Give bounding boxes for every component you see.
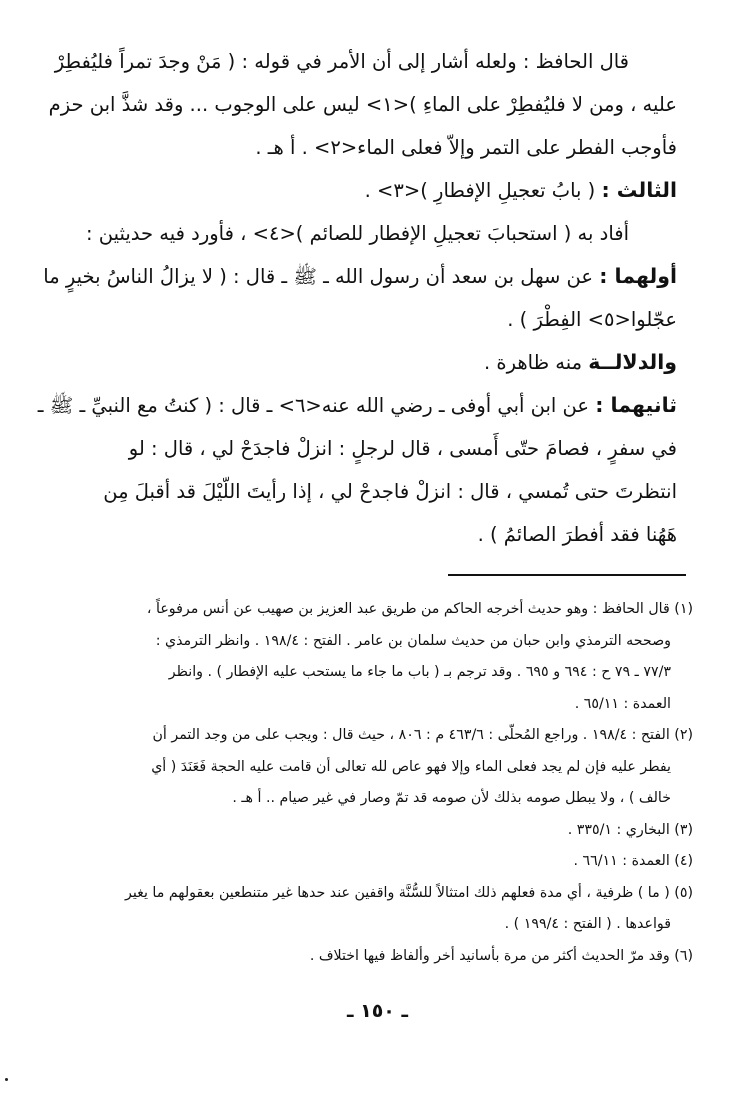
first-hadith-line-2: عجّلوا<٥> الفِطْرَ ) .	[507, 308, 677, 331]
footnote-5-line-1: (٥) ( ما ) ظرفية ، أي مدة فعلهم ذلك امتثالاً للسُّنَّة واقفين عند حدها غير متنطعين بعقولهم ما يغير	[125, 884, 693, 901]
footnote-3: (٣) البخاري : ٣٣٥/١ .	[567, 821, 693, 838]
paragraph-1-line-2: عليه ، ومن لا فليُفطِرْ على الماءِ )<١> ليس على الوجوب ... وقد شذَّ ابن حزم	[48, 93, 677, 116]
third-section-line	[72, 169, 677, 212]
second-hadith-line-1	[37, 384, 677, 427]
third-label: الثالث :	[601, 178, 677, 202]
paragraph-2: أفاد به ( استحبابَ تعجيلِ الإفطار للصائم )<٤> ، فأورد فيه حديثين :	[86, 222, 629, 245]
footnote-1-line-3: ٧٧/٣ ـ ٧٩ ح : ٦٩٤ و ٦٩٥ . وقد ترجم بـ ( باب ما جاء ما يستحب عليه الإفطار ) . وانظر	[168, 664, 671, 680]
footnote-6: (٦) وقد مرّ الحديث أكثر من مرة بأسانيد أخر وألفاظ فيها اختلاف .	[309, 947, 693, 964]
footnote-2-line-2: يفطر عليه فإن لم يجد فعلى الماء وإلا فهو عاص لله تعالى أن قامت عليه الحجة فَعَنَدَ ( أي	[151, 758, 671, 775]
paragraph-1-line-3: فأوجب الفطر على التمر وإلاّ فعلى الماء<٢> . أ هـ .	[255, 136, 677, 159]
paragraph-1-line-1: قال الحافظ : ولعله أشار إلى أن الأمر في قوله : ( مَنْ وجدَ تمراً فليُفطِرْ	[54, 50, 629, 73]
second-hadith-text-1: عن ابن أبي أوفى ـ رضي الله عنه<٦> ـ قال : ( كنتُ مع النبيِّ ـ ﷺ ـ	[37, 394, 590, 417]
scan-speck	[5, 1078, 8, 1081]
second-label: ثانيهما :	[595, 393, 677, 417]
second-hadith-line-3: انتظرتَ حتى تُمسي ، قال : انزلْ فاجدحْ لي ، إذا رأيتَ اللّيْلَ قد أقبلَ مِن	[103, 480, 677, 503]
footnote-5-line-2: قواعدها . ( الفتح : ١٩٩/٤ ) .	[504, 916, 671, 932]
footnote-1-line-2: وصححه الترمذي وابن حبان من حديث سلمان بن عامر . الفتح : ١٩٨/٤ . وانظر الترمذي :	[155, 632, 671, 649]
third-chapter-title: ( بابُ تعجيلِ الإفطارِ )<٣> .	[364, 179, 596, 202]
footnote-divider	[448, 574, 686, 576]
evidence-text: منه ظاهرة .	[483, 351, 583, 374]
second-hadith-line-2: في سفرٍ ، فصامَ حتّى أَمسى ، قال لرجلٍ : انزلْ فاجدَحْ لي ، قال : لو	[128, 437, 677, 460]
first-label: أولهما :	[599, 264, 677, 288]
evidence-line	[72, 341, 677, 384]
evidence-label: والدلالــة	[588, 350, 677, 374]
footnote-2-line-3: خالف ) ، ولا يبطل صومه بذلك لأن صومه قد تمّ وصار في غير صيام .. أ هـ .	[232, 790, 671, 806]
footnote-1-line-4: العمدة : ٦٥/١١ .	[574, 695, 671, 712]
footnote-1-line-1: (١) قال الحافظ : وهو حديث أخرجه الحاكم من طريق عبد العزيز بن صهيب عن أنس مرفوعاً ،	[146, 601, 693, 617]
main-text	[37, 40, 677, 556]
first-hadith-text-1: عن سهل بن سعد أن رسول الله ـ ﷺ ـ قال : ( لا يزالُ الناسُ بخيرٍ ما	[43, 265, 594, 288]
footnote-4: (٤) العمدة : ٦٦/١١ .	[573, 853, 693, 869]
footnote-2-line-1: (٢) الفتح : ١٩٨/٤ . وراجع المُحلّى : ٤٦٣/٦ م : ٨٠٦ ، حيث قال : ويجب على من وجد التمر أن	[152, 727, 693, 743]
first-hadith-line-1	[43, 255, 677, 298]
footnotes	[65, 594, 693, 972]
second-hadith-line-4: هَهُنا فقد أفطرَ الصائمُ ) .	[477, 523, 677, 546]
page-number: ـ ١٥٠ ـ	[346, 1000, 408, 1022]
